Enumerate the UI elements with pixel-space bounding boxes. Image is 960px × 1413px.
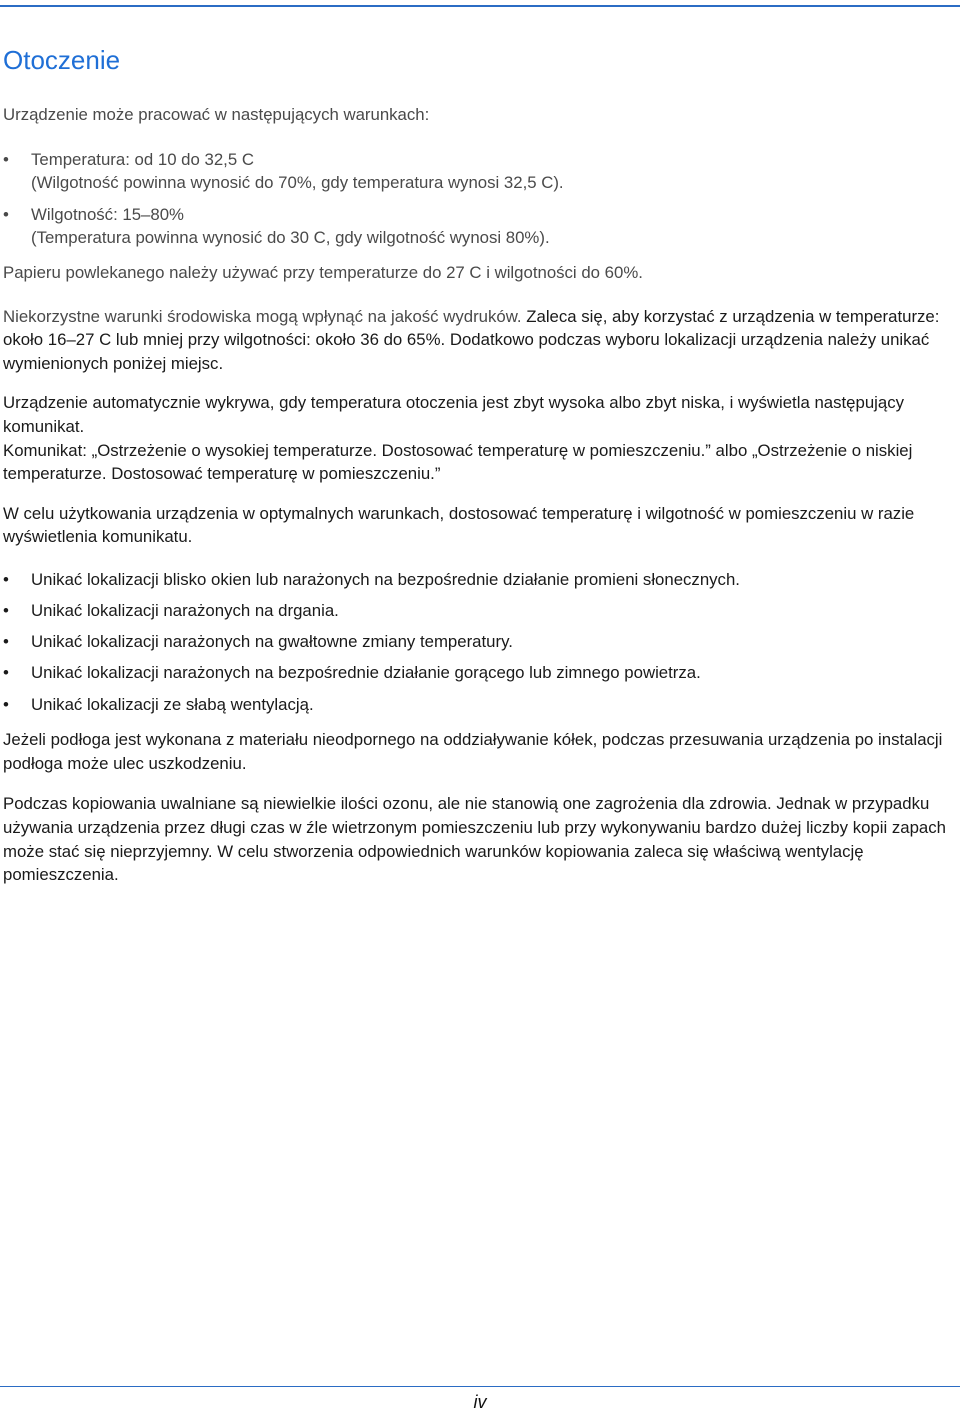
avoid-item [3,693,955,717]
header-rule [0,5,960,7]
bullet-mark: • [3,601,9,621]
avoid-item [3,630,955,654]
condition-line: Wilgotność: 15–80% [31,204,184,224]
avoid-item-text: Unikać lokalizacji narażonych na gwałtowne zmiany temperatury. [31,632,513,652]
conditions-list [3,148,955,250]
condition-item-humidity [3,203,955,250]
auto-detect-paragraph: Urządzenie automatycznie wykrywa, gdy temperatura otoczenia jest zbyt wysoka albo zbyt niska, i wyświetla następujący komunikat. [3,393,905,436]
unfavorable-rest: Zaleca się, aby korzystać z urządzenia w temperaturze: około 16–27 C lub mniej przy wilgotności: około 36 do 65%. Dodatkowo podczas wyboru lokalizacji urządzenia należy unikać wymienionych poniżej miejsc. [3,306,940,373]
paper-note-paragraph: Papieru powlekanego należy używać przy temperaturze do 27 C i wilgotności do 60%. [3,262,643,282]
document-content [3,40,955,887]
warning-message-paragraph: Komunikat: „Ostrzeżenie o wysokiej temperaturze. Dostosować temperaturę w pomieszczeniu.” albo „Ostrzeżenie o niskiej temperaturze. Dostosować temperaturę w pomieszczeniu.” [3,440,913,484]
condition-line: Temperatura: od 10 do 32,5 C [31,149,254,169]
optimal-conditions-paragraph: W celu użytkowania urządzenia w optymalnych warunkach, dostosować temperaturę i wilgotność w pomieszczeniu w razie wyświetlenia komunikatu. [3,503,915,547]
bullet-mark: • [3,632,9,652]
intro-paragraph: Urządzenie może pracować w następujących warunkach: [3,105,430,124]
avoid-item-text: Unikać lokalizacji ze słabą wentylacją. [31,694,314,714]
condition-note: (Wilgotność powinna wynosić do 70%, gdy temperatura wynosi 32,5 C). [31,173,564,193]
footer-rule [0,1386,960,1387]
ozone-paragraph: Podczas kopiowania uwalniane są niewielkie ilości ozonu, ale nie stanowią one zagrożenia dla zdrowia. Jednak w przypadku używania urządzenia przez długi czas w źle wietrzonym pomieszczeniu lub przy wykonywaniu bardzo dużej liczby kopii zapach może stać się nieprzyjemny. W celu stworzenia odpowiednich warunków kopiowania zaleca się właściwą wentylację pomieszczenia. [3,794,946,885]
bullet-mark: • [3,663,9,683]
unfavorable-conditions-paragraph [3,305,955,376]
page-title: Otoczenie [3,45,121,75]
page-number: iv [473,1392,487,1412]
condition-note: (Temperatura powinna wynosić do 30 C, gdy wilgotność wynosi 80%). [31,228,550,248]
avoid-item [3,568,955,592]
bullet-mark: • [3,569,9,589]
floor-warning-paragraph: Jeżeli podłoga jest wykonana z materiału nieodpornego na oddziaływanie kółek, podczas przesuwania urządzenia po instalacji podłoga może ulec uszkodzeniu. [3,730,943,773]
bullet-mark: • [3,204,9,224]
unfavorable-lead: Niekorzystne warunki środowiska mogą wpłynąć na jakość wydruków. [3,306,522,326]
avoid-item-text: Unikać lokalizacji narażonych na drgania. [31,601,339,621]
condition-item-temperature [3,148,955,195]
avoid-item-text: Unikać lokalizacji blisko okien lub narażonych na bezpośrednie działanie promieni słonecznych. [31,569,740,589]
bullet-mark: • [3,694,9,714]
avoid-item-text: Unikać lokalizacji narażonych na bezpośrednie działanie gorącego lub zimnego powietrza. [31,663,701,683]
bullet-mark: • [3,149,9,169]
auto-detect-block [3,391,955,485]
avoid-item [3,661,955,685]
avoid-locations-list [3,568,955,716]
avoid-item [3,599,955,623]
